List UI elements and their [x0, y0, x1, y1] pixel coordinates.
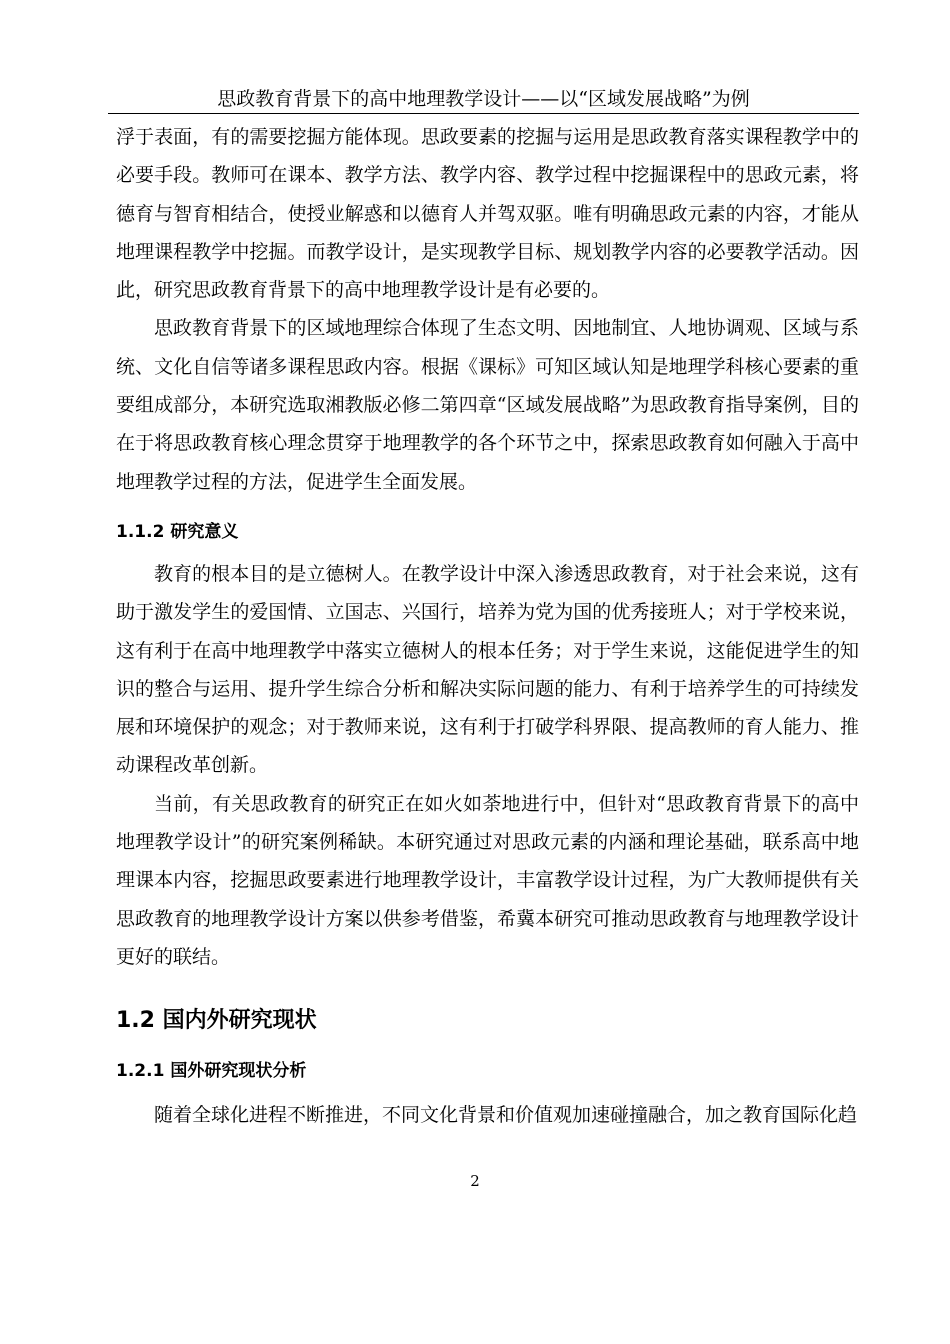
page-number: 2: [470, 1172, 480, 1190]
section-number: 1.2: [116, 1008, 155, 1034]
paragraph: 当前，有关思政教育的研究正在如火如荼地进行中，但针对“思政教育背景下的高中地理教学设计”的研究案例稀缺。本研究通过对思政元素的内涵和理论基础，联系高中地理课本内容，挖掘思政要素进行地理教学设计，丰富教学设计过程，为广大教师提供有关思政教育的地理教学设计方案以供参考借鉴，希冀本研究可推动思政教育与地理教学设计更好的联结。: [116, 792, 859, 968]
section-heading-1-2: [116, 1006, 859, 1036]
running-header: 思政教育背景下的高中地理教学设计——以“区域发展战略”为例: [217, 88, 750, 110]
paragraph: 思政教育背景下的区域地理综合体现了生态文明、因地制宜、人地协调观、区域与系统、文化自信等诸多课程思政内容。根据《课标》可知区域认知是地理学科核心要素的重要组成部分，本研究选取湘教版必修二第四章“区域发展战略”为思政教育指导案例，目的在于将思政教育核心理念贯穿于地理教学的各个环节之中，探索思政教育如何融入于高中地理教学过程的方法，促进学生全面发展。: [116, 317, 859, 493]
header-rule: [108, 113, 859, 114]
section-title: 国外研究现状分析: [170, 1061, 307, 1082]
section-title: 研究意义: [170, 521, 239, 542]
section-heading-1-1-2: [116, 519, 859, 545]
section-number: 1.1.2: [116, 521, 165, 542]
paragraph: 随着全球化进程不断推进，不同文化背景和价值观加速碰撞融合，加之教育国际化趋: [154, 1104, 858, 1127]
section-number: 1.2.1: [116, 1061, 165, 1082]
section-heading-1-2-1: [116, 1058, 859, 1084]
section-title: 国内外研究现状: [162, 1008, 317, 1034]
page-body: [116, 118, 859, 1135]
paragraph: 教育的根本目的是立德树人。在教学设计中深入渗透思政教育，对于社会来说，这有助于激发学生的爱国情、立国志、兴国行，培养为党为国的优秀接班人；对于学校来说，这有利于在高中地理教学中落实立德树人的根本任务；对于学生来说，这能促进学生的知识的整合与运用、提升学生综合分析和解决实际问题的能力、有利于培养学生的可持续发展和环境保护的观念；对于教师来说，这有利于打破学科界限、提高教师的育人能力、推动课程改革创新。: [116, 562, 859, 777]
paragraph-continued: 浮于表面，有的需要挖掘方能体现。思政要素的挖掘与运用是思政教育落实课程教学中的必要手段。教师可在课本、教学方法、教学内容、教学过程中挖掘课程中的思政元素，将德育与智育相结合，使授业解惑和以德育人并驾双驱。唯有明确思政元素的内容，才能从地理课程教学中挖掘。而教学设计，是实现教学目标、规划教学内容的必要教学活动。因此，研究思政教育背景下的高中地理教学设计是有必要的。: [116, 126, 859, 302]
